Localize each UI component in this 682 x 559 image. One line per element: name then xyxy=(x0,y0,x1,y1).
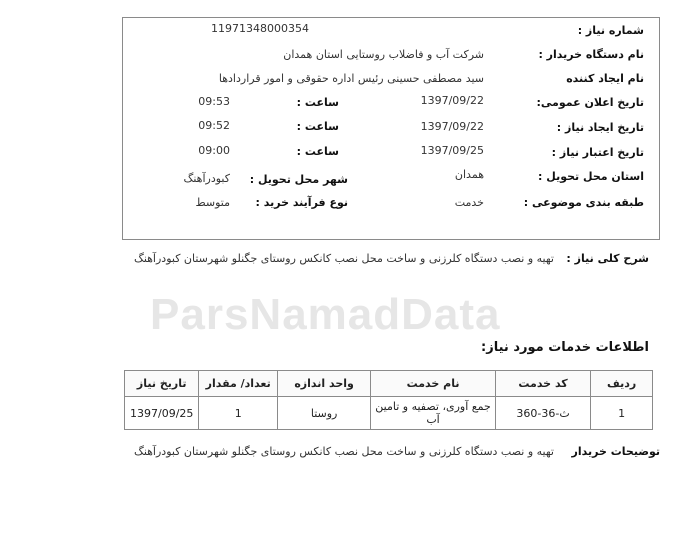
description-value: تهیه و نصب دستگاه کلرزنی و ساخت محل نصب کانکس روستای جگنلو شهرستان کبودرآهنگ xyxy=(133,252,554,265)
create-time-text: 09:52 xyxy=(198,119,230,132)
table-row xyxy=(125,397,653,430)
col-service-code: کد خدمت xyxy=(495,371,590,397)
announce-time-label: ساعت : xyxy=(296,96,339,109)
announce-date-value xyxy=(421,94,484,107)
need-number-label: شماره نیاز : xyxy=(577,24,644,37)
category-value: خدمت xyxy=(454,196,484,209)
valid-time-label: ساعت : xyxy=(296,145,339,158)
creator-value: سید مصطفی حسینی رئیس اداره حقوقی و امور قراردادها xyxy=(218,72,484,85)
create-date-value xyxy=(421,120,484,133)
buyer-org-value: شرکت آب و فاضلاب روستایی استان همدان xyxy=(283,48,484,61)
delivery-city-value: کبودرآهنگ xyxy=(183,172,230,185)
cell-row-number: 1 xyxy=(591,397,653,430)
col-unit: واحد اندازه xyxy=(277,371,370,397)
create-date-label: تاریخ ایجاد نیاز : xyxy=(556,121,644,134)
announce-time-value xyxy=(198,95,230,108)
need-number-value: 11971348000354 xyxy=(211,22,309,35)
buyer-org-label: نام دستگاه خریدار : xyxy=(538,48,644,61)
services-table xyxy=(124,370,653,430)
buyer-notes-label: توضیحات خریدار xyxy=(571,445,660,458)
creator-label: نام ایجاد کننده xyxy=(566,72,644,85)
delivery-province-value: همدان xyxy=(454,168,484,181)
service-code-text: ث-36-360 xyxy=(516,406,570,420)
col-service-name: نام خدمت xyxy=(371,371,496,397)
buyer-notes-value: تهیه و نصب دستگاه کلرزنی و ساخت محل نصب کانکس روستای جگنلو شهرستان کبودرآهنگ xyxy=(133,445,554,458)
create-date-text: 1397/09/22 xyxy=(420,120,484,133)
cell-quantity: 1 xyxy=(199,397,278,430)
cell-need-date xyxy=(125,397,199,430)
category-label: طبقه بندی موضوعی : xyxy=(523,196,644,209)
delivery-province-label: استان محل تحویل : xyxy=(538,170,644,183)
need-date-text: 1397/09/25 xyxy=(130,406,194,420)
valid-time-value xyxy=(198,144,230,157)
cell-unit: روستا xyxy=(277,397,370,430)
delivery-city-label: شهر محل تحویل : xyxy=(249,173,348,186)
services-table-header xyxy=(125,371,653,397)
watermark-logo: ParsNamadData xyxy=(150,290,501,339)
valid-date-value xyxy=(421,144,484,157)
valid-date-label: تاریخ اعتبار نیاز : xyxy=(551,146,644,159)
description-label: شرح کلی نیاز : xyxy=(566,252,649,265)
cell-service-code xyxy=(495,397,590,430)
create-time-value xyxy=(198,119,230,132)
col-row-number: ردیف xyxy=(591,371,653,397)
process-type-label: نوع فرآیند خرید : xyxy=(255,196,348,209)
valid-date-text: 1397/09/25 xyxy=(420,144,484,157)
col-need-date: تاریخ نیاز xyxy=(125,371,199,397)
announce-time-text: 09:53 xyxy=(198,95,230,108)
valid-time-text: 09:00 xyxy=(198,144,230,157)
services-section-title: اطلاعات خدمات مورد نیاز: xyxy=(481,340,649,355)
announce-date-text: 1397/09/22 xyxy=(420,94,484,107)
process-type-value: متوسط xyxy=(195,196,230,209)
cell-service-name: جمع آوری، تصفیه و تامین آب xyxy=(371,397,496,430)
create-time-label: ساعت : xyxy=(296,120,339,133)
col-quantity: تعداد/ مقدار xyxy=(199,371,278,397)
announce-date-label: تاریخ اعلان عمومی: xyxy=(536,96,644,109)
